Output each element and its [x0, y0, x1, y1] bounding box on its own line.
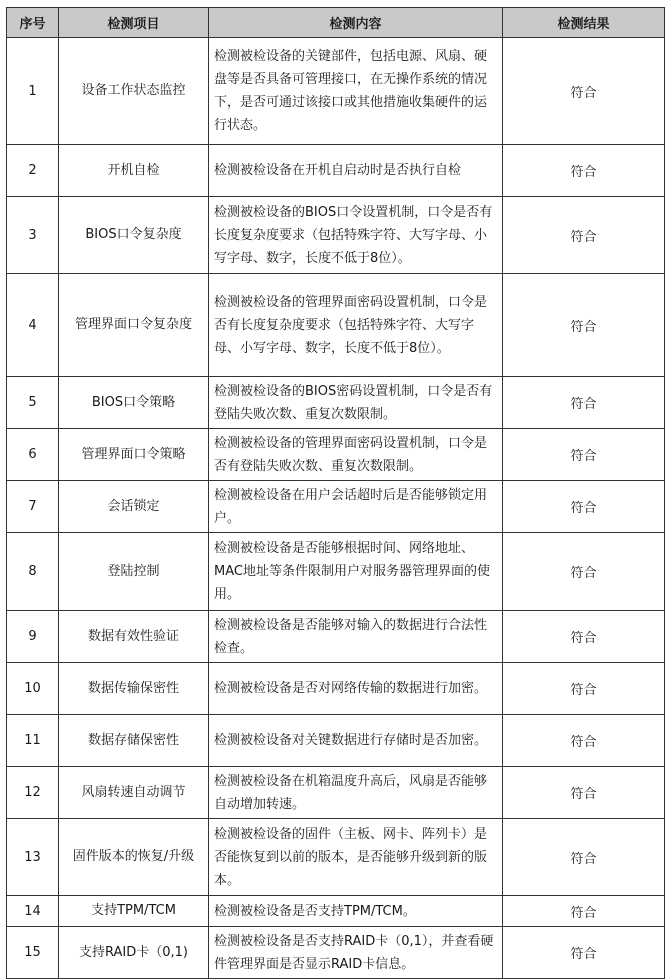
row-item: BIOS口令策略 [59, 377, 209, 429]
row-result: 符合 [503, 377, 665, 429]
row-result: 符合 [503, 533, 665, 611]
row-content: 检测被检设备的管理界面密码设置机制，口令是否有登陆失败次数、重复次数限制。 [209, 429, 503, 481]
row-item: 风扇转速自动调节 [59, 767, 209, 819]
row-item: 数据有效性验证 [59, 611, 209, 663]
row-result: 符合 [503, 145, 665, 197]
row-item: 数据存储保密性 [59, 715, 209, 767]
table-header-row [7, 8, 665, 38]
row-content: 检测被检设备在开机自启动时是否执行自检 [209, 145, 503, 197]
row-content: 检测被检设备是否支持RAID卡（0,1），并查看硬件管理界面是否显示RAID卡信息。 [209, 927, 503, 979]
row-content: 检测被检设备的关键部件，包括电源、风扇、硬盘等是否具备可管理接口，在无操作系统的情况下，是否可通过该接口或其他措施收集硬件的运行状态。 [209, 38, 503, 145]
row-item: 管理界面口令复杂度 [59, 274, 209, 377]
row-item: 开机自检 [59, 145, 209, 197]
table-row [7, 819, 665, 896]
table-row [7, 197, 665, 274]
table-row [7, 481, 665, 533]
row-item: BIOS口令复杂度 [59, 197, 209, 274]
row-content: 检测被检设备的管理界面密码设置机制，口令是否有长度复杂度要求（包括特殊字符、大写字母、小写字母、数字，长度不低于8位）。 [209, 274, 503, 377]
row-result: 符合 [503, 481, 665, 533]
row-content: 检测被检设备对关键数据进行存储时是否加密。 [209, 715, 503, 767]
row-number: 1 [7, 38, 59, 145]
row-item: 固件版本的恢复/升级 [59, 819, 209, 896]
row-content: 检测被检设备是否支持TPM/TCM。 [209, 896, 503, 927]
row-content: 检测被检设备的BIOS密码设置机制，口令是否有登陆失败次数、重复次数限制。 [209, 377, 503, 429]
table-row [7, 896, 665, 927]
row-number: 8 [7, 533, 59, 611]
header-test-content: 检测内容 [209, 8, 503, 38]
row-number: 2 [7, 145, 59, 197]
row-number: 4 [7, 274, 59, 377]
row-item: 登陆控制 [59, 533, 209, 611]
row-result: 符合 [503, 819, 665, 896]
row-result: 符合 [503, 896, 665, 927]
row-content: 检测被检设备是否能够对输入的数据进行合法性检查。 [209, 611, 503, 663]
test-results-table [6, 7, 665, 979]
table-row [7, 38, 665, 145]
row-result: 符合 [503, 197, 665, 274]
table-row [7, 927, 665, 979]
row-number: 9 [7, 611, 59, 663]
row-result: 符合 [503, 663, 665, 715]
row-item: 会话锁定 [59, 481, 209, 533]
row-number: 14 [7, 896, 59, 927]
row-result: 符合 [503, 38, 665, 145]
header-serial: 序号 [7, 8, 59, 38]
row-number: 13 [7, 819, 59, 896]
row-result: 符合 [503, 274, 665, 377]
table-row [7, 611, 665, 663]
table-row [7, 767, 665, 819]
row-number: 7 [7, 481, 59, 533]
row-result: 符合 [503, 767, 665, 819]
table-row [7, 274, 665, 377]
row-number: 5 [7, 377, 59, 429]
table-row [7, 715, 665, 767]
row-result: 符合 [503, 611, 665, 663]
row-item: 支持RAID卡（0,1) [59, 927, 209, 979]
table-row [7, 429, 665, 481]
row-number: 10 [7, 663, 59, 715]
table-row [7, 663, 665, 715]
row-number: 15 [7, 927, 59, 979]
header-test-result: 检测结果 [503, 8, 665, 38]
header-test-item: 检测项目 [59, 8, 209, 38]
table-row [7, 377, 665, 429]
row-result: 符合 [503, 715, 665, 767]
row-item: 数据传输保密性 [59, 663, 209, 715]
row-number: 12 [7, 767, 59, 819]
row-item: 支持TPM/TCM [59, 896, 209, 927]
row-item: 管理界面口令策略 [59, 429, 209, 481]
row-content: 检测被检设备在用户会话超时后是否能够锁定用户。 [209, 481, 503, 533]
row-content: 检测被检设备的固件（主板、网卡、阵列卡）是否能恢复到以前的版本，是否能够升级到新的版本。 [209, 819, 503, 896]
table-row [7, 533, 665, 611]
row-content: 检测被检设备的BIOS口令设置机制，口令是否有长度复杂度要求（包括特殊字符、大写字母、小写字母、数字，长度不低于8位）。 [209, 197, 503, 274]
row-result: 符合 [503, 927, 665, 979]
row-item: 设备工作状态监控 [59, 38, 209, 145]
row-number: 11 [7, 715, 59, 767]
table-row [7, 145, 665, 197]
row-content: 检测被检设备是否对网络传输的数据进行加密。 [209, 663, 503, 715]
row-content: 检测被检设备在机箱温度升高后，风扇是否能够自动增加转速。 [209, 767, 503, 819]
row-number: 3 [7, 197, 59, 274]
row-content: 检测被检设备是否能够根据时间、网络地址、MAC地址等条件限制用户对服务器管理界面的使用。 [209, 533, 503, 611]
row-result: 符合 [503, 429, 665, 481]
row-number: 6 [7, 429, 59, 481]
